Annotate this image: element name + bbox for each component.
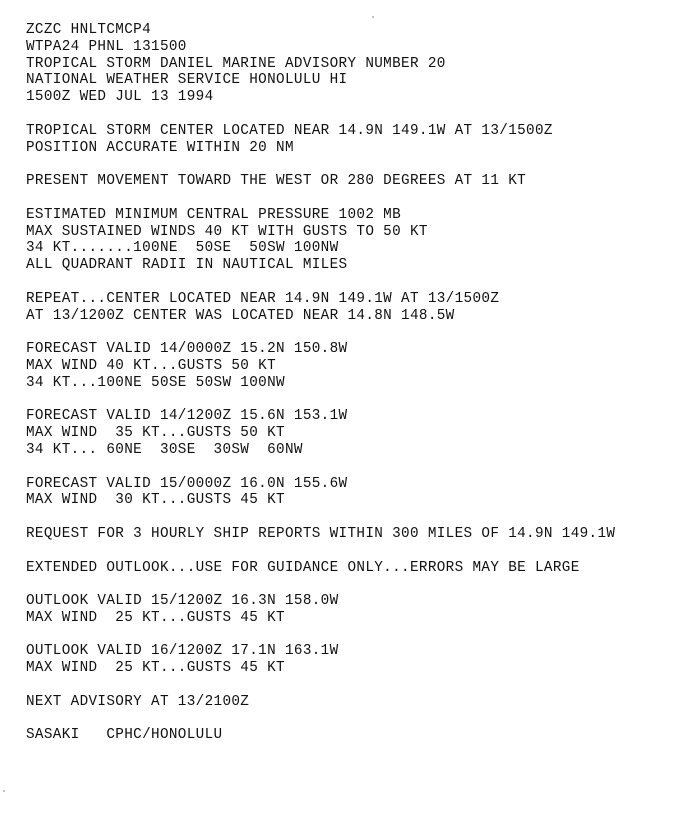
advisory-line: OUTLOOK VALID 15/1200Z 16.3N 158.0W xyxy=(26,593,339,610)
advisory-line: MAX WIND 30 KT...GUSTS 45 KT xyxy=(26,492,285,509)
advisory-paragraph xyxy=(26,173,688,190)
advisory-line: SASAKI CPHC/HONOLULU xyxy=(26,727,223,744)
advisory-line: 34 KT.......100NE 50SE 50SW 100NW xyxy=(26,240,339,257)
advisory-paragraph xyxy=(26,341,688,391)
advisory-line: ZCZC HNLTCMCP4 xyxy=(26,22,152,38)
marine-advisory-text xyxy=(26,22,688,761)
advisory-line: REQUEST FOR 3 HOURLY SHIP REPORTS WITHIN 300 MILES OF 14.9N 149.1W xyxy=(26,525,616,542)
advisory-line: NEXT ADVISORY AT 13/2100Z xyxy=(26,693,250,710)
advisory-paragraph xyxy=(26,123,688,157)
advisory-line: MAX WIND 35 KT...GUSTS 50 KT xyxy=(26,425,285,442)
advisory-line: MAX WIND 40 KT...GUSTS 50 KT xyxy=(26,357,277,374)
advisory-paragraph xyxy=(26,526,688,543)
scan-speck xyxy=(3,790,5,792)
advisory-line: MAX WIND 25 KT...GUSTS 45 KT xyxy=(26,609,285,626)
advisory-paragraph xyxy=(26,694,688,711)
advisory-paragraph xyxy=(26,593,688,627)
advisory-paragraph xyxy=(26,22,688,106)
advisory-line: AT 13/1200Z CENTER WAS LOCATED NEAR 14.8N 148.5W xyxy=(26,307,455,324)
advisory-line: MAX SUSTAINED WINDS 40 KT WITH GUSTS TO 50 KT xyxy=(26,223,428,240)
advisory-paragraph xyxy=(26,408,688,458)
advisory-paragraph xyxy=(26,560,688,577)
advisory-paragraph xyxy=(26,291,688,325)
advisory-line: MAX WIND 25 KT...GUSTS 45 KT xyxy=(26,660,285,677)
advisory-paragraph xyxy=(26,643,688,677)
advisory-line: POSITION ACCURATE WITHIN 20 NM xyxy=(26,139,294,156)
advisory-line: EXTENDED OUTLOOK...USE FOR GUIDANCE ONLY...ERRORS MAY BE LARGE xyxy=(26,559,580,576)
advisory-paragraph xyxy=(26,476,688,510)
advisory-line: TROPICAL STORM CENTER LOCATED NEAR 14.9N 149.1W AT 13/1500Z xyxy=(26,122,553,139)
advisory-line: 34 KT...100NE 50SE 50SW 100NW xyxy=(26,374,285,391)
advisory-line: TROPICAL STORM DANIEL MARINE ADVISORY NUMBER 20 xyxy=(26,55,446,72)
advisory-line: WTPA24 PHNL 131500 xyxy=(26,38,187,55)
advisory-line: 1500Z WED JUL 13 1994 xyxy=(26,89,214,106)
advisory-line: FORECAST VALID 14/0000Z 15.2N 150.8W xyxy=(26,341,348,358)
advisory-line: 34 KT... 60NE 30SE 30SW 60NW xyxy=(26,441,303,458)
advisory-line: NATIONAL WEATHER SERVICE HONOLULU HI xyxy=(26,72,348,89)
advisory-paragraph xyxy=(26,207,688,274)
advisory-line: PRESENT MOVEMENT TOWARD THE WEST OR 280 DEGREES AT 11 KT xyxy=(26,173,527,190)
advisory-line: FORECAST VALID 15/0000Z 16.0N 155.6W xyxy=(26,475,348,492)
advisory-line: OUTLOOK VALID 16/1200Z 17.1N 163.1W xyxy=(26,643,339,660)
advisory-paragraph xyxy=(26,727,688,744)
advisory-line: FORECAST VALID 14/1200Z 15.6N 153.1W xyxy=(26,408,348,425)
advisory-line: ESTIMATED MINIMUM CENTRAL PRESSURE 1002 MB xyxy=(26,206,402,223)
advisory-line: REPEAT...CENTER LOCATED NEAR 14.9N 149.1W AT 13/1500Z xyxy=(26,290,500,307)
advisory-line: ALL QUADRANT RADII IN NAUTICAL MILES xyxy=(26,257,348,274)
scan-speck xyxy=(372,16,374,18)
